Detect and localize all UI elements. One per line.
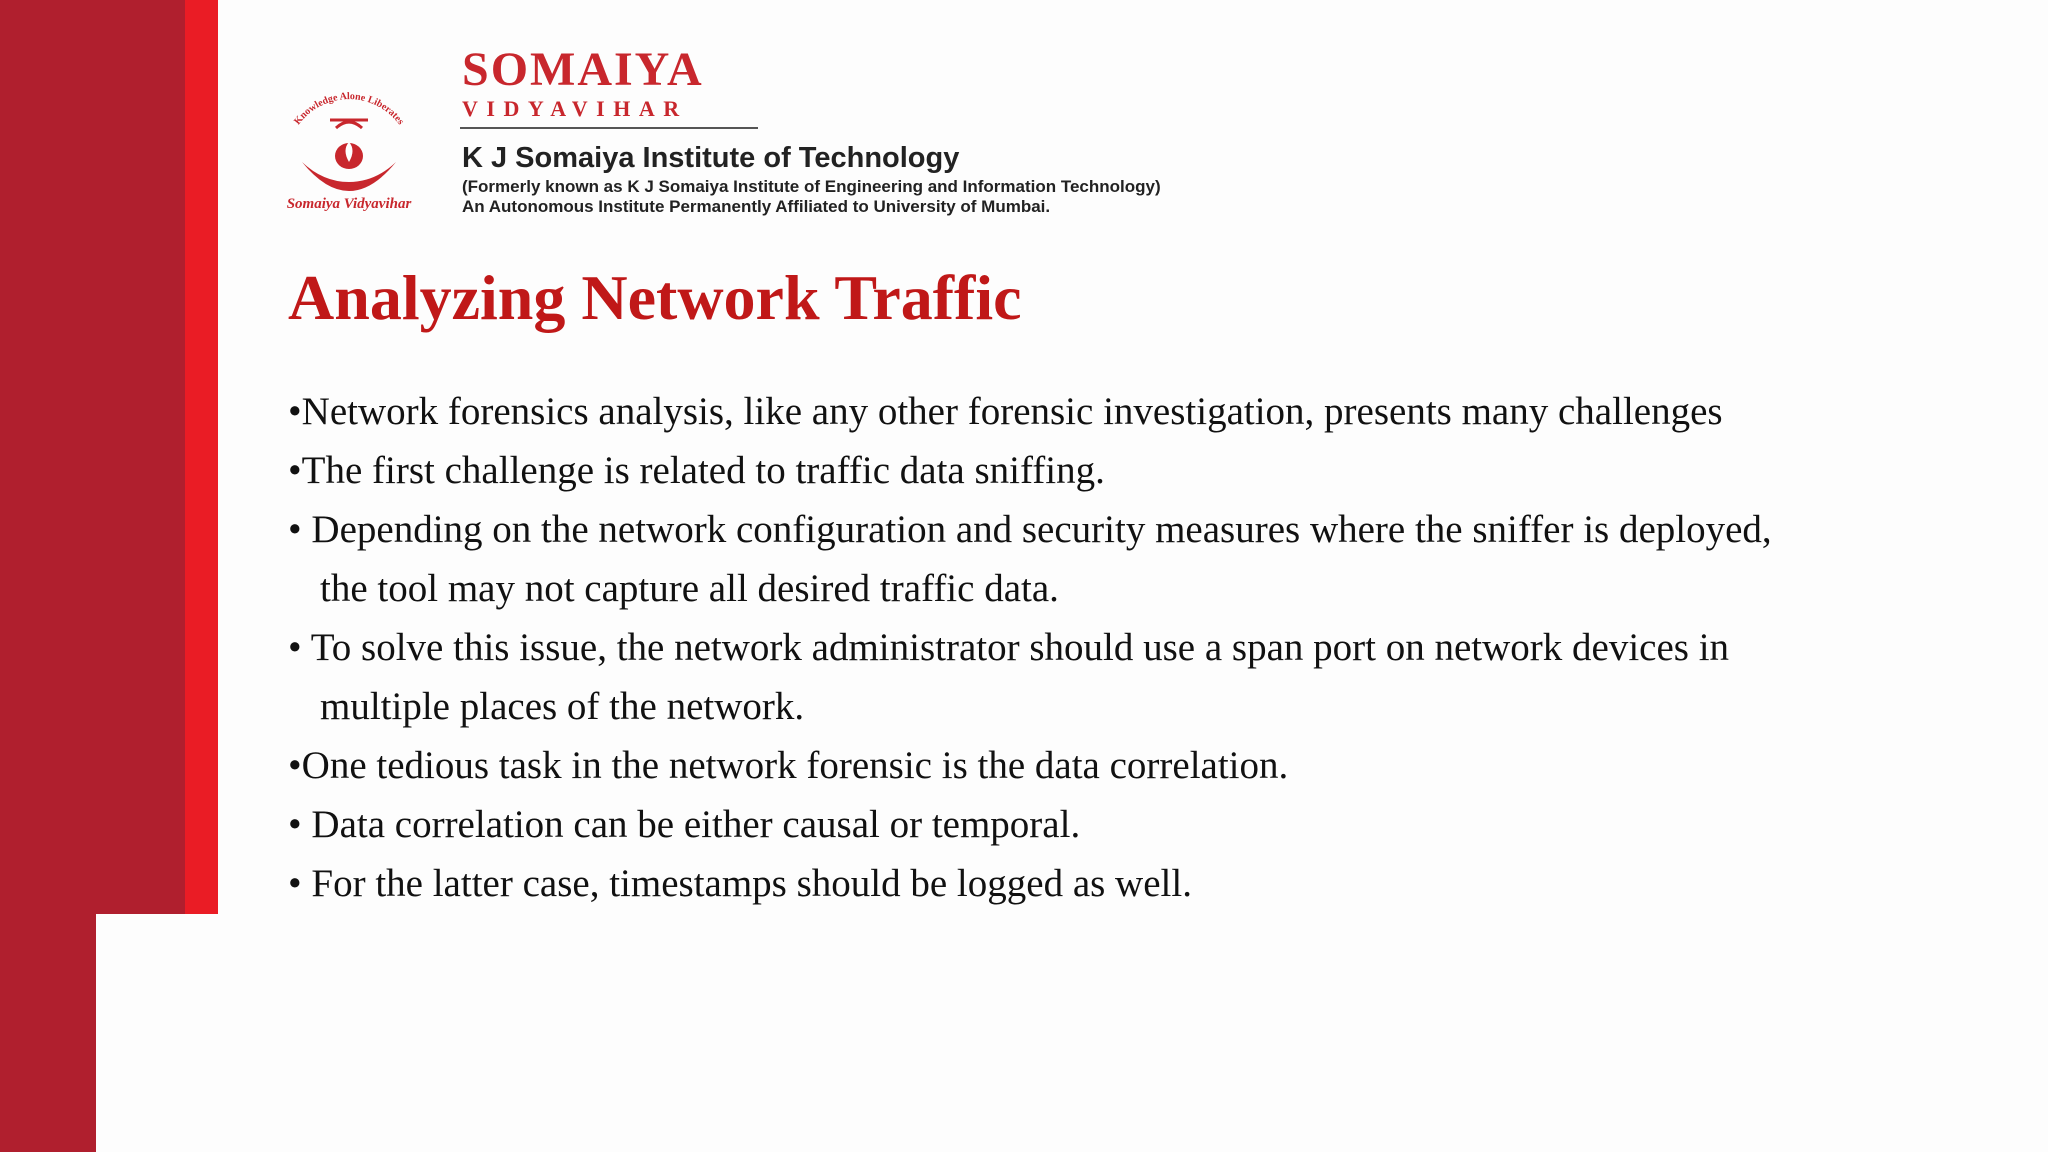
- bullet-line: •Network forensics analysis, like any other forensic investigation, presents many challenges: [288, 390, 1723, 433]
- brand-divider: [460, 127, 758, 129]
- brand-subtitle: VIDYAVIHAR: [462, 96, 688, 121]
- emblem-graphic: [270, 70, 428, 218]
- institute-former-name: (Formerly known as K J Somaiya Institute of Engineering and Information Technology): [462, 177, 1161, 196]
- bullet-line: • Depending on the network configuration and security measures where the sniffer is deployed,: [288, 508, 1772, 551]
- institute-header: [460, 42, 1360, 232]
- emblem-ring-text: Knowledge Alone Liberates: [292, 91, 406, 127]
- sidebar-dark-bar: [0, 0, 185, 914]
- bullet-line: •One tedious task in the network forensic is the data correlation.: [288, 744, 1289, 787]
- bullet-continuation-line: the tool may not capture all desired traffic data.: [320, 567, 1059, 610]
- bullet-line: • For the latter case, timestamps should be logged as well.: [288, 862, 1192, 905]
- bullet-line: • To solve this issue, the network administrator should use a span port on network devices in: [288, 626, 1730, 669]
- sidebar-dark-bar-bottom: [0, 914, 96, 1152]
- bullet-continuation-line: multiple places of the network.: [320, 685, 805, 728]
- institute-name: K J Somaiya Institute of Technology: [462, 142, 960, 174]
- bullet-line: • Data correlation can be either causal or temporal.: [288, 803, 1081, 846]
- somaiya-emblem-logo: [270, 70, 428, 218]
- bullet-list: [288, 382, 2008, 913]
- sidebar-bright-bar: [185, 0, 218, 914]
- slide-title: Analyzing Network Traffic: [288, 262, 1022, 333]
- emblem-bottom-text: Somaiya Vidyavihar: [286, 196, 412, 212]
- bullet-line: •The first challenge is related to traffic data sniffing.: [288, 449, 1105, 492]
- brand-name: SOMAIYA: [462, 43, 704, 96]
- institute-affiliation: An Autonomous Institute Permanently Affiliated to University of Mumbai.: [462, 197, 1051, 216]
